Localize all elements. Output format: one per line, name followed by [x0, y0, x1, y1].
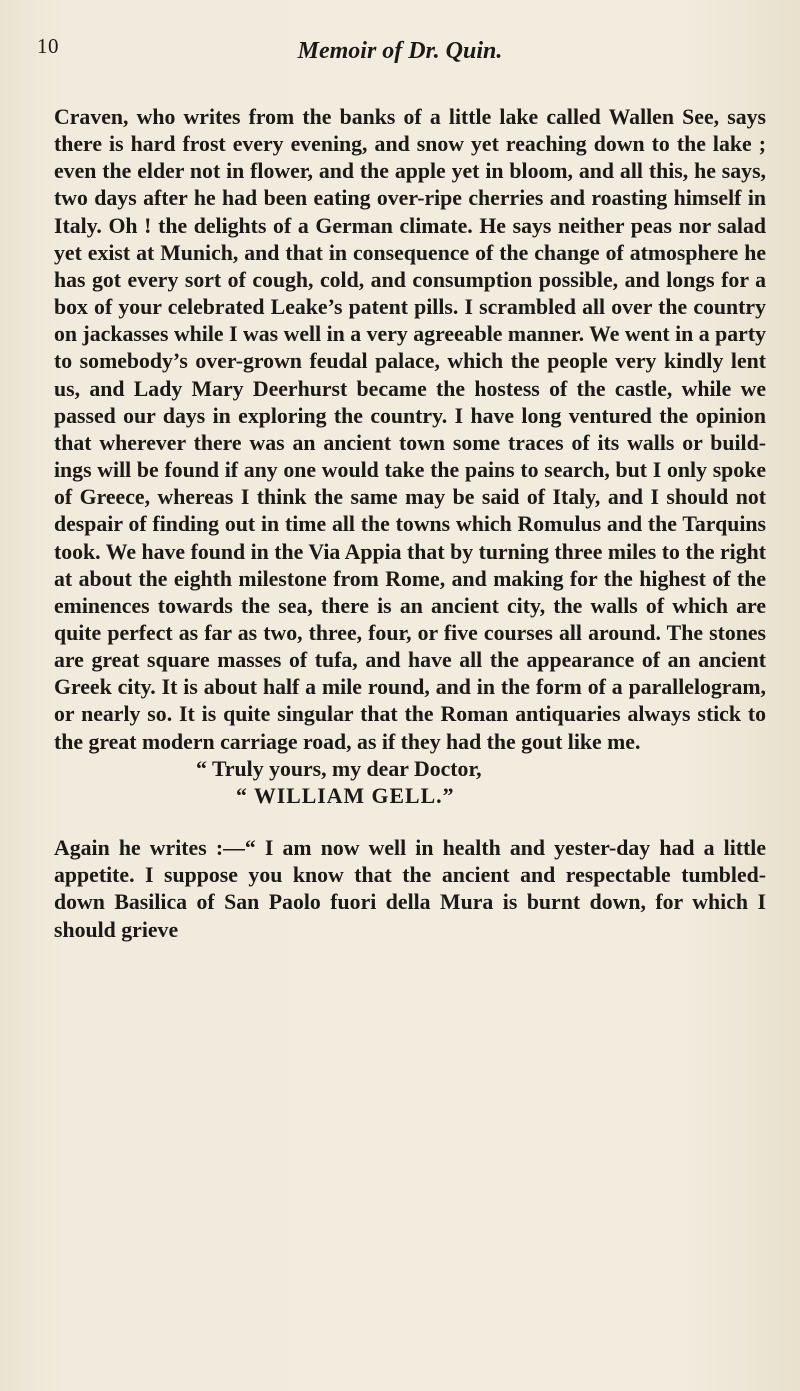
letter-signature: “ WILLIAM GELL.”	[236, 783, 455, 808]
body-text	[54, 104, 766, 944]
running-head: Memoir of Dr. Quin.	[297, 38, 503, 64]
letter-closing: “ Truly yours, my dear Doctor,	[196, 756, 482, 781]
letter-paragraph: Craven, who writes from the banks of a little lake called Wallen See, says there is hard frost every evening, and snow yet reaching down to the lake ; even the elder not in flower, and the apple yet in bloom, and all this, he says, two days after he had been eating over-ripe cherries and roasting himself in Italy. Oh ! the delights of a German climate. He says neither peas nor salad yet exist at Munich, and that in consequence of the change of atmosphere he has got every sort of cough, cold, and consumption possible, and longs for a box of your celebrated Leake’s patent pills. I scrambled all over the country on jackasses while I was well in a very agreeable manner. We went in a party to somebody’s over-grown feudal palace, which the people very kindly lent us, and Lady Mary Deerhurst became the hostess of the castle, while we passed our days in exploring the country. I have long ventured the opinion that wherever there was an ancient town some traces of its walls or build-ings will be found if any one would take the pains to search, but I only spoke of Greece, whereas I think the same may be said of Italy, and I should not despair of finding out in time all the towns which Romulus and the Tarquins took. We have found in the Via Appia that by turning three miles to the right at about the eighth milestone from Rome, and making for the highest of the eminences towards the sea, there is an ancient city, the walls of which are quite perfect as far as two, three, four, or five courses all around. The stones are great square masses of tufa, and have all the appearance of an ancient Greek city. It is about half a mile round, and in the form of a parallelogram, or nearly so. It is quite singular that the Roman antiquaries always stick to the great modern carriage road, as if they had the gout like me.	[54, 105, 766, 754]
page-number: 10	[37, 34, 59, 58]
narrative-paragraph: Again he writes :—“ I am now well in health and yester-day had a little appetite. I suppose you know that the ancient and respectable tumbled-down Basilica of San Paolo fuori della Mura is burnt down, for which I should grieve	[54, 836, 766, 942]
page-header	[0, 34, 800, 74]
